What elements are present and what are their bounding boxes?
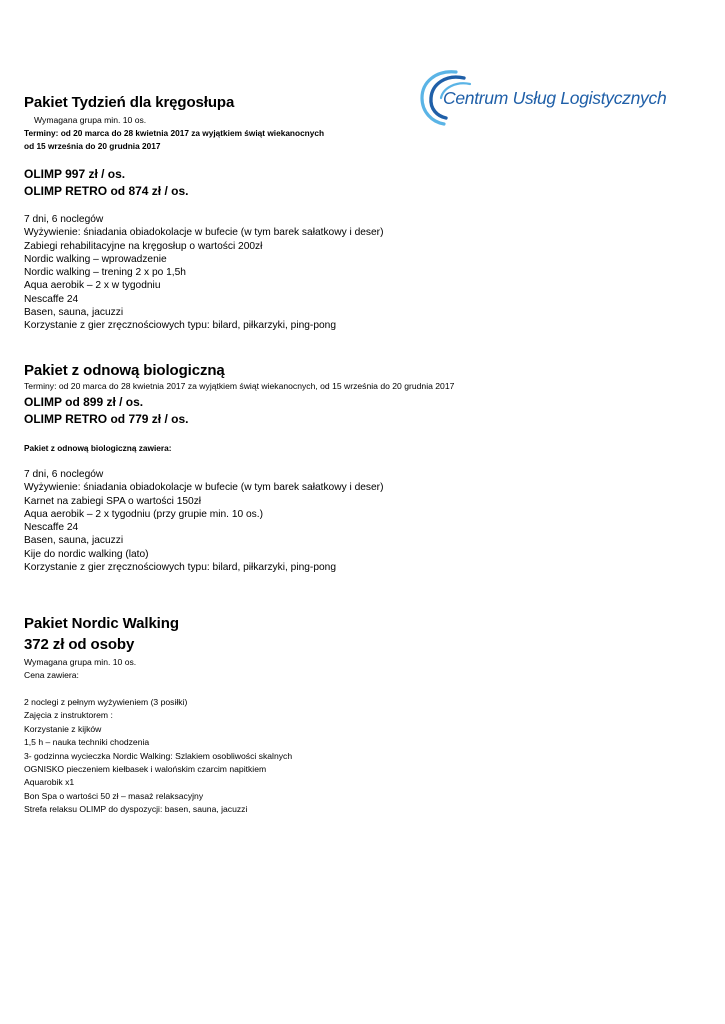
list-item: 7 dni, 6 noclegów [24,469,104,480]
list-item: Karnet na zabiegi SPA o wartości 150zł [24,495,202,507]
list-item: Basen, sauna, jacuzzi [24,307,124,319]
pakiet3-title: Pakiet Nordic Walking [24,615,179,632]
list-item: Nordic walking – trening 2 x po 1,5h [24,267,186,279]
list-item: Kije do nordic walking (lato) [24,548,149,560]
pakiet2-title: Pakiet z odnową biologiczną [24,362,225,379]
company-logo [418,64,678,128]
list-item: Wyżywienie: śniadania obiadokolacje w bufecie (w tym barek sałatkowy i deser) [24,482,384,494]
pakiet1-items [24,213,383,333]
list-item: Wyżywienie: śniadania obiadokolacje w bufecie (w tym barek sałatkowy i deser) [24,227,384,239]
list-item: 3- godzinna wycieczka Nordic Walking: Szlakiem osobliwości skalnych [24,750,293,761]
list-item: Nescaffe 24 [24,293,79,305]
list-item: Nordic walking – wprowadzenie [24,253,167,265]
list-item: Zabiegi rehabilitacyjne na kręgosłup o wartości 200zł [24,240,263,252]
list-item: Korzystanie z kijków [24,723,102,734]
logo-text: Centrum Usług Logistycznych [443,88,667,108]
pakiet1-terms-line2: od 15 września do 20 grudnia 2017 [24,141,161,151]
list-item: Strefa relaksu OLIMP do dyspozycji: basen, sauna, jacuzzi [24,804,248,815]
pakiet1-title: Pakiet Tydzień dla kręgosłupa [24,94,235,111]
list-item: OGNISKO pieczeniem kiełbasek i walońskim czarcim napitkiem [24,764,267,775]
list-item: Korzystanie z gier zręcznościowych typu: bilard, piłkarzyki, ping-pong [24,562,336,574]
pakiet2-terms: Terminy: od 20 marca do 28 kwietnia 2017 za wyjątkiem świąt wiekanocnych, od 15 września do 20 grudnia 2017 [24,381,455,391]
pakiet2-items [24,468,383,574]
pakiet2-price2: OLIMP RETRO od 779 zł / os. [24,412,189,426]
list-item: 2 noclegi z pełnym wyżywieniem (3 posiłki) [24,697,188,707]
list-item: Basen, sauna, jacuzzi [24,535,124,547]
pakiet2-includes-label: Pakiet z odnową biologiczną zawiera: [24,443,172,453]
pakiet1-price1: OLIMP 997 zł / os. [24,167,126,181]
list-item: Korzystanie z gier zręcznościowych typu: bilard, piłkarzyki, ping-pong [24,320,336,332]
pakiet1-group: Wymagana grupa min. 10 os. [34,115,147,125]
list-item: Zajęcia z instruktorem : [24,710,113,721]
list-item: Bon Spa o wartości 50 zł – masaż relaksacyjny [24,790,204,801]
pakiet3-price: 372 zł od osoby [24,636,135,653]
list-item: Aquarobik x1 [24,777,75,788]
list-item: 1,5 h – nauka techniki chodzenia [24,737,150,748]
list-item: Nescaffe 24 [24,522,79,534]
pakiet3-items [24,696,292,817]
pakiet1-price2: OLIMP RETRO od 874 zł / os. [24,184,189,198]
pakiet2-price1: OLIMP od 899 zł / os. [24,395,144,409]
pakiet3-group: Wymagana grupa min. 10 os. [24,657,137,667]
list-item: Aqua aerobik – 2 x tygodniu (przy grupie min. 10 os.) [24,508,263,520]
list-item: Aqua aerobik – 2 x w tygodniu [24,280,161,292]
list-item: 7 dni, 6 noclegów [24,214,104,225]
pakiet3-price-includes: Cena zawiera: [24,670,79,680]
pakiet1-terms-line1: Terminy: od 20 marca do 28 kwietnia 2017 za wyjątkiem świąt wiekanocnych [24,128,325,138]
